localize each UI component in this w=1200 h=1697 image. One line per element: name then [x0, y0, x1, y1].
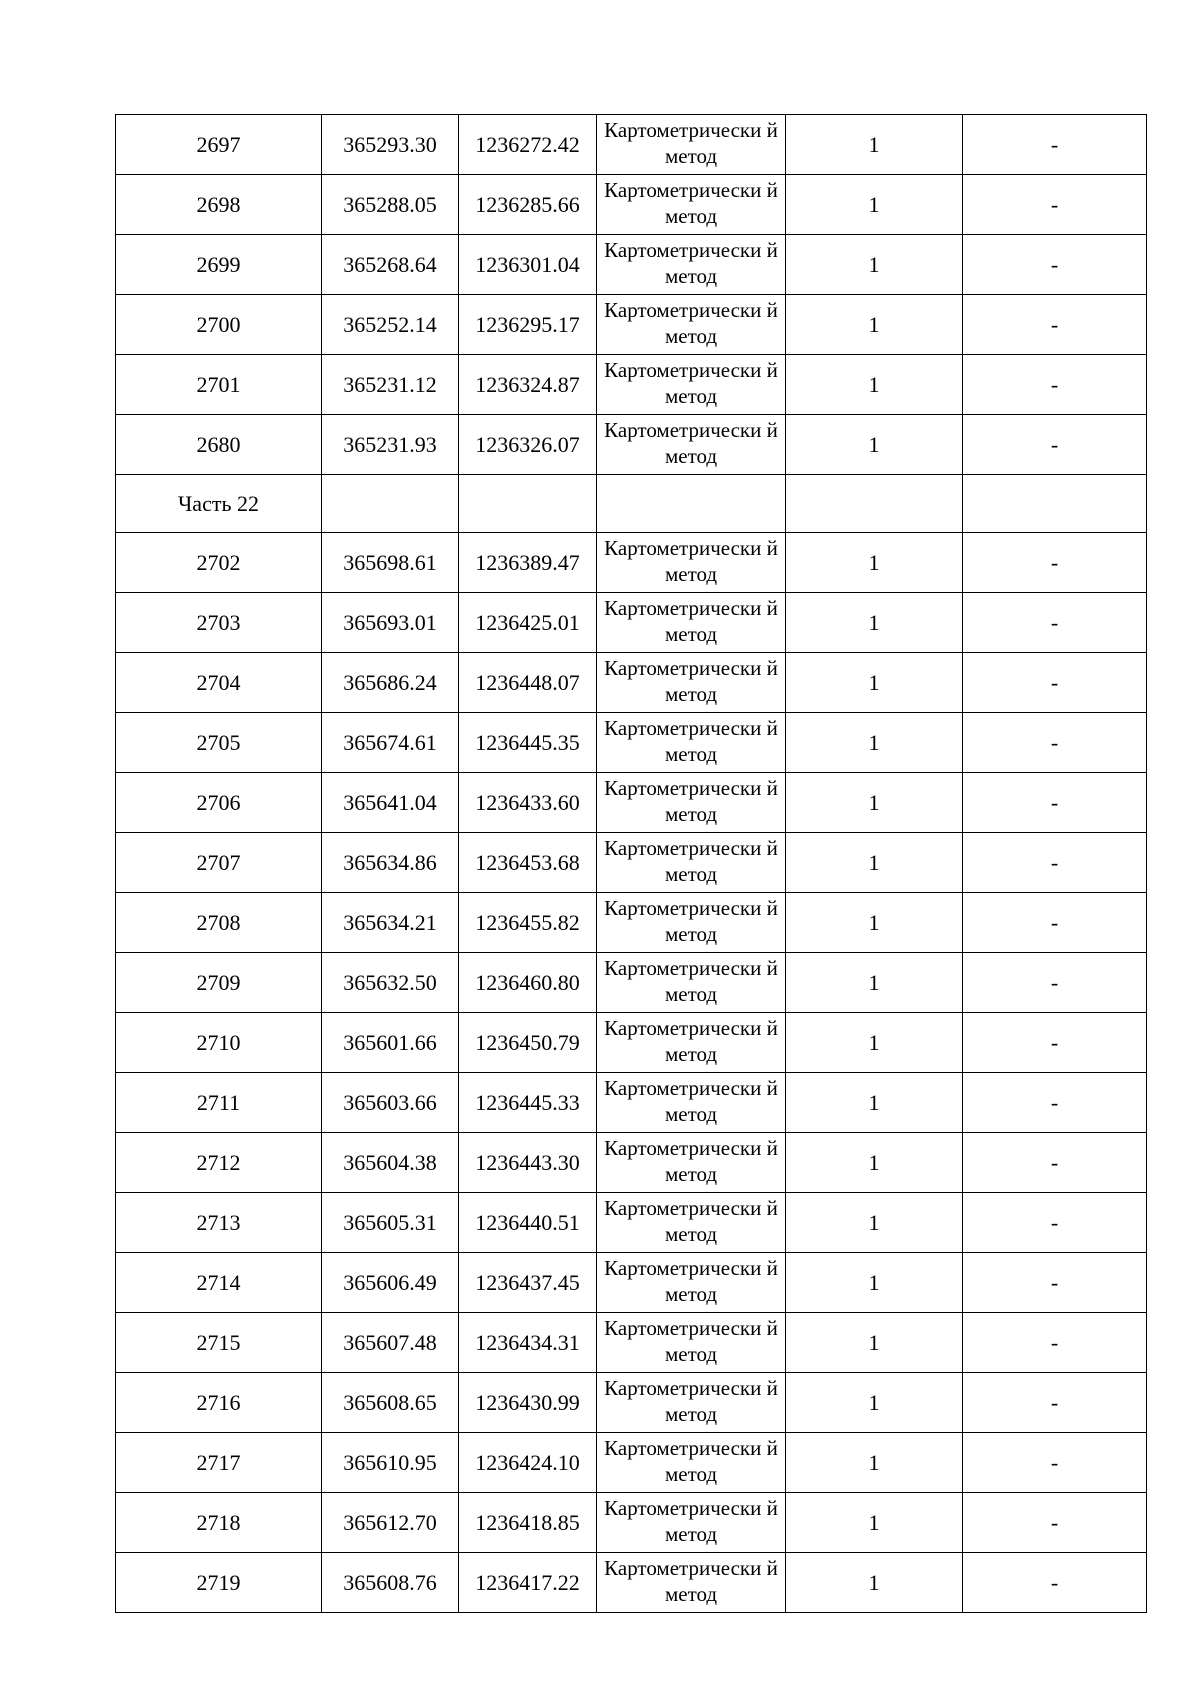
x-coordinate-cell: 365601.66 — [322, 1013, 459, 1073]
accuracy-cell: 1 — [786, 533, 963, 593]
y-coordinate-cell: 1236453.68 — [459, 833, 597, 893]
description-cell: - — [963, 1553, 1147, 1613]
point-number-cell: 2680 — [116, 415, 322, 475]
accuracy-cell: 1 — [786, 1133, 963, 1193]
empty-cell — [459, 475, 597, 533]
empty-cell — [597, 475, 786, 533]
accuracy-cell: 1 — [786, 295, 963, 355]
method-cell: Картометрически й метод — [597, 593, 786, 653]
table-row — [116, 1373, 1147, 1433]
table-row — [116, 1553, 1147, 1613]
point-number-cell: 2705 — [116, 713, 322, 773]
table-row — [116, 175, 1147, 235]
table-row — [116, 415, 1147, 475]
y-coordinate-cell: 1236425.01 — [459, 593, 597, 653]
point-number-cell: 2706 — [116, 773, 322, 833]
point-number-cell: 2710 — [116, 1013, 322, 1073]
accuracy-cell: 1 — [786, 1253, 963, 1313]
accuracy-cell: 1 — [786, 1433, 963, 1493]
x-coordinate-cell: 365605.31 — [322, 1193, 459, 1253]
y-coordinate-cell: 1236326.07 — [459, 415, 597, 475]
accuracy-cell: 1 — [786, 953, 963, 1013]
section-row — [116, 475, 1147, 533]
method-cell: Картометрически й метод — [597, 1553, 786, 1613]
point-number-cell: 2700 — [116, 295, 322, 355]
description-cell: - — [963, 833, 1147, 893]
method-cell: Картометрически й метод — [597, 1373, 786, 1433]
point-number-cell: 2709 — [116, 953, 322, 1013]
y-coordinate-cell: 1236443.30 — [459, 1133, 597, 1193]
description-cell: - — [963, 593, 1147, 653]
table-row — [116, 1493, 1147, 1553]
point-number-cell: 2716 — [116, 1373, 322, 1433]
method-cell: Картометрически й метод — [597, 1013, 786, 1073]
method-cell: Картометрически й метод — [597, 415, 786, 475]
method-cell: Картометрически й метод — [597, 1193, 786, 1253]
x-coordinate-cell: 365612.70 — [322, 1493, 459, 1553]
accuracy-cell: 1 — [786, 1193, 963, 1253]
table-row — [116, 295, 1147, 355]
description-cell: - — [963, 1433, 1147, 1493]
table-row — [116, 1433, 1147, 1493]
empty-cell — [322, 475, 459, 533]
y-coordinate-cell: 1236301.04 — [459, 235, 597, 295]
point-number-cell: 2719 — [116, 1553, 322, 1613]
x-coordinate-cell: 365686.24 — [322, 653, 459, 713]
y-coordinate-cell: 1236445.35 — [459, 713, 597, 773]
description-cell: - — [963, 1373, 1147, 1433]
empty-cell — [786, 475, 963, 533]
accuracy-cell: 1 — [786, 355, 963, 415]
accuracy-cell: 1 — [786, 415, 963, 475]
x-coordinate-cell: 365608.65 — [322, 1373, 459, 1433]
method-cell: Картометрически й метод — [597, 115, 786, 175]
x-coordinate-cell: 365606.49 — [322, 1253, 459, 1313]
table-row — [116, 773, 1147, 833]
accuracy-cell: 1 — [786, 713, 963, 773]
table-row — [116, 593, 1147, 653]
x-coordinate-cell: 365632.50 — [322, 953, 459, 1013]
x-coordinate-cell: 365288.05 — [322, 175, 459, 235]
y-coordinate-cell: 1236424.10 — [459, 1433, 597, 1493]
point-number-cell: 2717 — [116, 1433, 322, 1493]
accuracy-cell: 1 — [786, 833, 963, 893]
table-row — [116, 653, 1147, 713]
table-row — [116, 1313, 1147, 1373]
description-cell: - — [963, 1013, 1147, 1073]
y-coordinate-cell: 1236272.42 — [459, 115, 597, 175]
table-row — [116, 115, 1147, 175]
coordinates-table-body — [116, 115, 1147, 1613]
x-coordinate-cell: 365698.61 — [322, 533, 459, 593]
point-number-cell: 2708 — [116, 893, 322, 953]
point-number-cell: 2697 — [116, 115, 322, 175]
x-coordinate-cell: 365607.48 — [322, 1313, 459, 1373]
y-coordinate-cell: 1236295.17 — [459, 295, 597, 355]
accuracy-cell: 1 — [786, 593, 963, 653]
description-cell: - — [963, 415, 1147, 475]
y-coordinate-cell: 1236440.51 — [459, 1193, 597, 1253]
x-coordinate-cell: 365634.86 — [322, 833, 459, 893]
method-cell: Картометрически й метод — [597, 653, 786, 713]
method-cell: Картометрически й метод — [597, 1073, 786, 1133]
y-coordinate-cell: 1236437.45 — [459, 1253, 597, 1313]
table-row — [116, 713, 1147, 773]
y-coordinate-cell: 1236285.66 — [459, 175, 597, 235]
table-row — [116, 1013, 1147, 1073]
table-row — [116, 1253, 1147, 1313]
point-number-cell: 2712 — [116, 1133, 322, 1193]
x-coordinate-cell: 365231.12 — [322, 355, 459, 415]
description-cell: - — [963, 533, 1147, 593]
point-number-cell: 2698 — [116, 175, 322, 235]
x-coordinate-cell: 365604.38 — [322, 1133, 459, 1193]
method-cell: Картометрически й метод — [597, 893, 786, 953]
description-cell: - — [963, 355, 1147, 415]
x-coordinate-cell: 365293.30 — [322, 115, 459, 175]
accuracy-cell: 1 — [786, 773, 963, 833]
point-number-cell: 2702 — [116, 533, 322, 593]
point-number-cell: 2715 — [116, 1313, 322, 1373]
table-row — [116, 1133, 1147, 1193]
method-cell: Картометрически й метод — [597, 1493, 786, 1553]
point-number-cell: 2718 — [116, 1493, 322, 1553]
x-coordinate-cell: 365252.14 — [322, 295, 459, 355]
point-number-cell: 2701 — [116, 355, 322, 415]
y-coordinate-cell: 1236417.22 — [459, 1553, 597, 1613]
description-cell: - — [963, 773, 1147, 833]
description-cell: - — [963, 653, 1147, 713]
method-cell: Картометрически й метод — [597, 713, 786, 773]
method-cell: Картометрически й метод — [597, 533, 786, 593]
y-coordinate-cell: 1236324.87 — [459, 355, 597, 415]
y-coordinate-cell: 1236455.82 — [459, 893, 597, 953]
table-row — [116, 833, 1147, 893]
empty-cell — [963, 475, 1147, 533]
accuracy-cell: 1 — [786, 653, 963, 713]
x-coordinate-cell: 365610.95 — [322, 1433, 459, 1493]
accuracy-cell: 1 — [786, 1553, 963, 1613]
method-cell: Картометрически й метод — [597, 953, 786, 1013]
table-row — [116, 533, 1147, 593]
table-row — [116, 235, 1147, 295]
method-cell: Картометрически й метод — [597, 1433, 786, 1493]
method-cell: Картометрически й метод — [597, 355, 786, 415]
table-row — [116, 355, 1147, 415]
y-coordinate-cell: 1236433.60 — [459, 773, 597, 833]
method-cell: Картометрически й метод — [597, 1253, 786, 1313]
method-cell: Картометрически й метод — [597, 833, 786, 893]
table-row — [116, 953, 1147, 1013]
description-cell: - — [963, 1313, 1147, 1373]
table-row — [116, 1193, 1147, 1253]
x-coordinate-cell: 365693.01 — [322, 593, 459, 653]
accuracy-cell: 1 — [786, 1073, 963, 1133]
accuracy-cell: 1 — [786, 1493, 963, 1553]
point-number-cell: 2713 — [116, 1193, 322, 1253]
y-coordinate-cell: 1236434.31 — [459, 1313, 597, 1373]
description-cell: - — [963, 175, 1147, 235]
method-cell: Картометрически й метод — [597, 1133, 786, 1193]
x-coordinate-cell: 365634.21 — [322, 893, 459, 953]
description-cell: - — [963, 1253, 1147, 1313]
x-coordinate-cell: 365608.76 — [322, 1553, 459, 1613]
description-cell: - — [963, 235, 1147, 295]
x-coordinate-cell: 365231.93 — [322, 415, 459, 475]
method-cell: Картометрически й метод — [597, 295, 786, 355]
point-number-cell: 2714 — [116, 1253, 322, 1313]
description-cell: - — [963, 1193, 1147, 1253]
point-number-cell: 2711 — [116, 1073, 322, 1133]
y-coordinate-cell: 1236445.33 — [459, 1073, 597, 1133]
x-coordinate-cell: 365641.04 — [322, 773, 459, 833]
description-cell: - — [963, 115, 1147, 175]
table-row — [116, 893, 1147, 953]
x-coordinate-cell: 365674.61 — [322, 713, 459, 773]
method-cell: Картометрически й метод — [597, 1313, 786, 1373]
point-number-cell: 2703 — [116, 593, 322, 653]
accuracy-cell: 1 — [786, 115, 963, 175]
accuracy-cell: 1 — [786, 175, 963, 235]
section-label: Часть 22 — [116, 475, 322, 533]
description-cell: - — [963, 713, 1147, 773]
description-cell: - — [963, 1073, 1147, 1133]
accuracy-cell: 1 — [786, 1313, 963, 1373]
accuracy-cell: 1 — [786, 1373, 963, 1433]
accuracy-cell: 1 — [786, 235, 963, 295]
x-coordinate-cell: 365268.64 — [322, 235, 459, 295]
point-number-cell: 2704 — [116, 653, 322, 713]
point-number-cell: 2707 — [116, 833, 322, 893]
accuracy-cell: 1 — [786, 893, 963, 953]
coordinates-table — [115, 114, 1147, 1613]
method-cell: Картометрически й метод — [597, 175, 786, 235]
table-row — [116, 1073, 1147, 1133]
y-coordinate-cell: 1236418.85 — [459, 1493, 597, 1553]
y-coordinate-cell: 1236389.47 — [459, 533, 597, 593]
method-cell: Картометрически й метод — [597, 235, 786, 295]
description-cell: - — [963, 893, 1147, 953]
description-cell: - — [963, 295, 1147, 355]
y-coordinate-cell: 1236430.99 — [459, 1373, 597, 1433]
y-coordinate-cell: 1236460.80 — [459, 953, 597, 1013]
description-cell: - — [963, 1493, 1147, 1553]
description-cell: - — [963, 953, 1147, 1013]
x-coordinate-cell: 365603.66 — [322, 1073, 459, 1133]
y-coordinate-cell: 1236450.79 — [459, 1013, 597, 1073]
method-cell: Картометрически й метод — [597, 773, 786, 833]
description-cell: - — [963, 1133, 1147, 1193]
point-number-cell: 2699 — [116, 235, 322, 295]
accuracy-cell: 1 — [786, 1013, 963, 1073]
y-coordinate-cell: 1236448.07 — [459, 653, 597, 713]
